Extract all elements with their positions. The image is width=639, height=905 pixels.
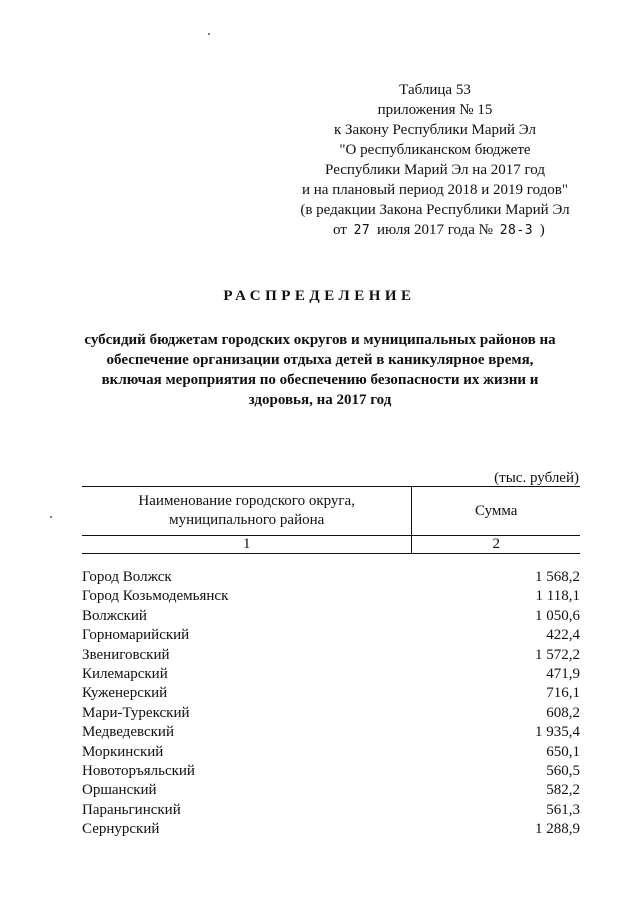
header-name-line1: Наименование городского округа, xyxy=(138,493,355,509)
table-row xyxy=(82,646,580,665)
table-row xyxy=(82,723,580,742)
subsidy-amount: 582,2 xyxy=(546,782,580,799)
district-name: Оршанский xyxy=(82,782,157,799)
table-row xyxy=(82,781,580,800)
header-block xyxy=(285,80,585,241)
subsidy-amount: 1 050,6 xyxy=(535,607,580,624)
header-line: приложения № 15 xyxy=(377,102,493,118)
subsidy-amount: 1 118,1 xyxy=(535,588,580,605)
district-name: Город Волжск xyxy=(82,569,172,585)
table-row xyxy=(82,607,580,626)
subsidy-amount: 608,2 xyxy=(546,704,580,721)
district-name: Горномарийский xyxy=(82,627,190,644)
table-row xyxy=(82,587,580,606)
units-note: (тыс. рублей) xyxy=(494,470,579,486)
district-name: Моркинский xyxy=(82,743,164,760)
handwritten-day: 27 xyxy=(353,223,371,238)
district-name: Медведевский xyxy=(82,724,174,741)
district-name: Килемарский xyxy=(82,666,168,683)
description-line: субсидий бюджетам городских округов и муниципальных районов на xyxy=(84,332,556,348)
district-name: Параньгинский xyxy=(82,801,181,818)
subsidy-amount: 1 288,9 xyxy=(535,821,580,838)
column-number-1: 1 xyxy=(82,536,412,554)
table-row xyxy=(82,626,580,645)
scan-speck xyxy=(208,33,210,35)
header-line: к Закону Республики Марий Эл xyxy=(333,122,536,138)
header-line: "О республиканском бюджете xyxy=(339,142,531,158)
table-row xyxy=(82,801,580,820)
column-header-name xyxy=(82,487,412,536)
table-row xyxy=(82,820,580,839)
column-numbers-row xyxy=(82,536,580,554)
header-name-line2: муниципального района xyxy=(169,512,325,528)
table-row xyxy=(82,554,580,588)
subsidy-amount: 561,3 xyxy=(546,801,580,818)
table-header-row xyxy=(82,487,580,536)
district-name: Город Козьмодемьянск xyxy=(82,588,229,605)
subsidy-table xyxy=(82,486,580,840)
district-name: Куженерский xyxy=(82,685,168,702)
table-row xyxy=(82,665,580,684)
document-title: РАСПРЕДЕЛЕНИЕ xyxy=(223,288,416,304)
subsidy-amount: 422,4 xyxy=(546,627,580,644)
district-name: Звениговский xyxy=(82,646,170,663)
table-row xyxy=(82,684,580,703)
header-line: Таблица 53 xyxy=(399,82,471,98)
subsidy-amount: 1 572,2 xyxy=(535,646,580,663)
district-name: Волжский xyxy=(82,607,147,624)
subsidy-amount: 1 568,2 xyxy=(535,569,580,585)
subsidy-amount: 471,9 xyxy=(546,666,580,683)
header-line-date xyxy=(285,220,585,241)
table-body xyxy=(82,554,580,840)
column-number-2: 2 xyxy=(412,536,580,554)
table-row xyxy=(82,762,580,781)
document-description xyxy=(60,330,580,410)
district-name: Новоторъяльский xyxy=(82,763,195,780)
table-row xyxy=(82,704,580,723)
handwritten-law-number: 28-З xyxy=(499,223,534,238)
subsidy-amount: 716,1 xyxy=(546,685,580,702)
description-line: обеспечение организации отдыха детей в каникулярное время, xyxy=(106,352,534,368)
description-line: здоровья, на 2017 год xyxy=(248,392,392,408)
date-middle: июля 2017 года № xyxy=(377,222,493,238)
date-suffix: ) xyxy=(539,222,545,238)
district-name: Мари-Турекский xyxy=(82,704,190,721)
column-header-sum: Сумма xyxy=(412,487,580,536)
district-name: Сернурский xyxy=(82,821,160,838)
subsidy-amount: 560,5 xyxy=(546,763,580,780)
header-line: (в редакции Закона Республики Марий Эл xyxy=(300,202,570,218)
header-line: Республики Марий Эл на 2017 год xyxy=(325,162,545,178)
subsidy-amount: 650,1 xyxy=(546,743,580,760)
scan-speck xyxy=(50,516,52,518)
description-line: включая мероприятия по обеспечению безопасности их жизни и xyxy=(101,372,539,388)
header-line: и на плановый период 2018 и 2019 годов" xyxy=(302,182,568,198)
date-prefix: от xyxy=(333,222,347,238)
subsidy-amount: 1 935,4 xyxy=(535,724,580,741)
table-row xyxy=(82,743,580,762)
